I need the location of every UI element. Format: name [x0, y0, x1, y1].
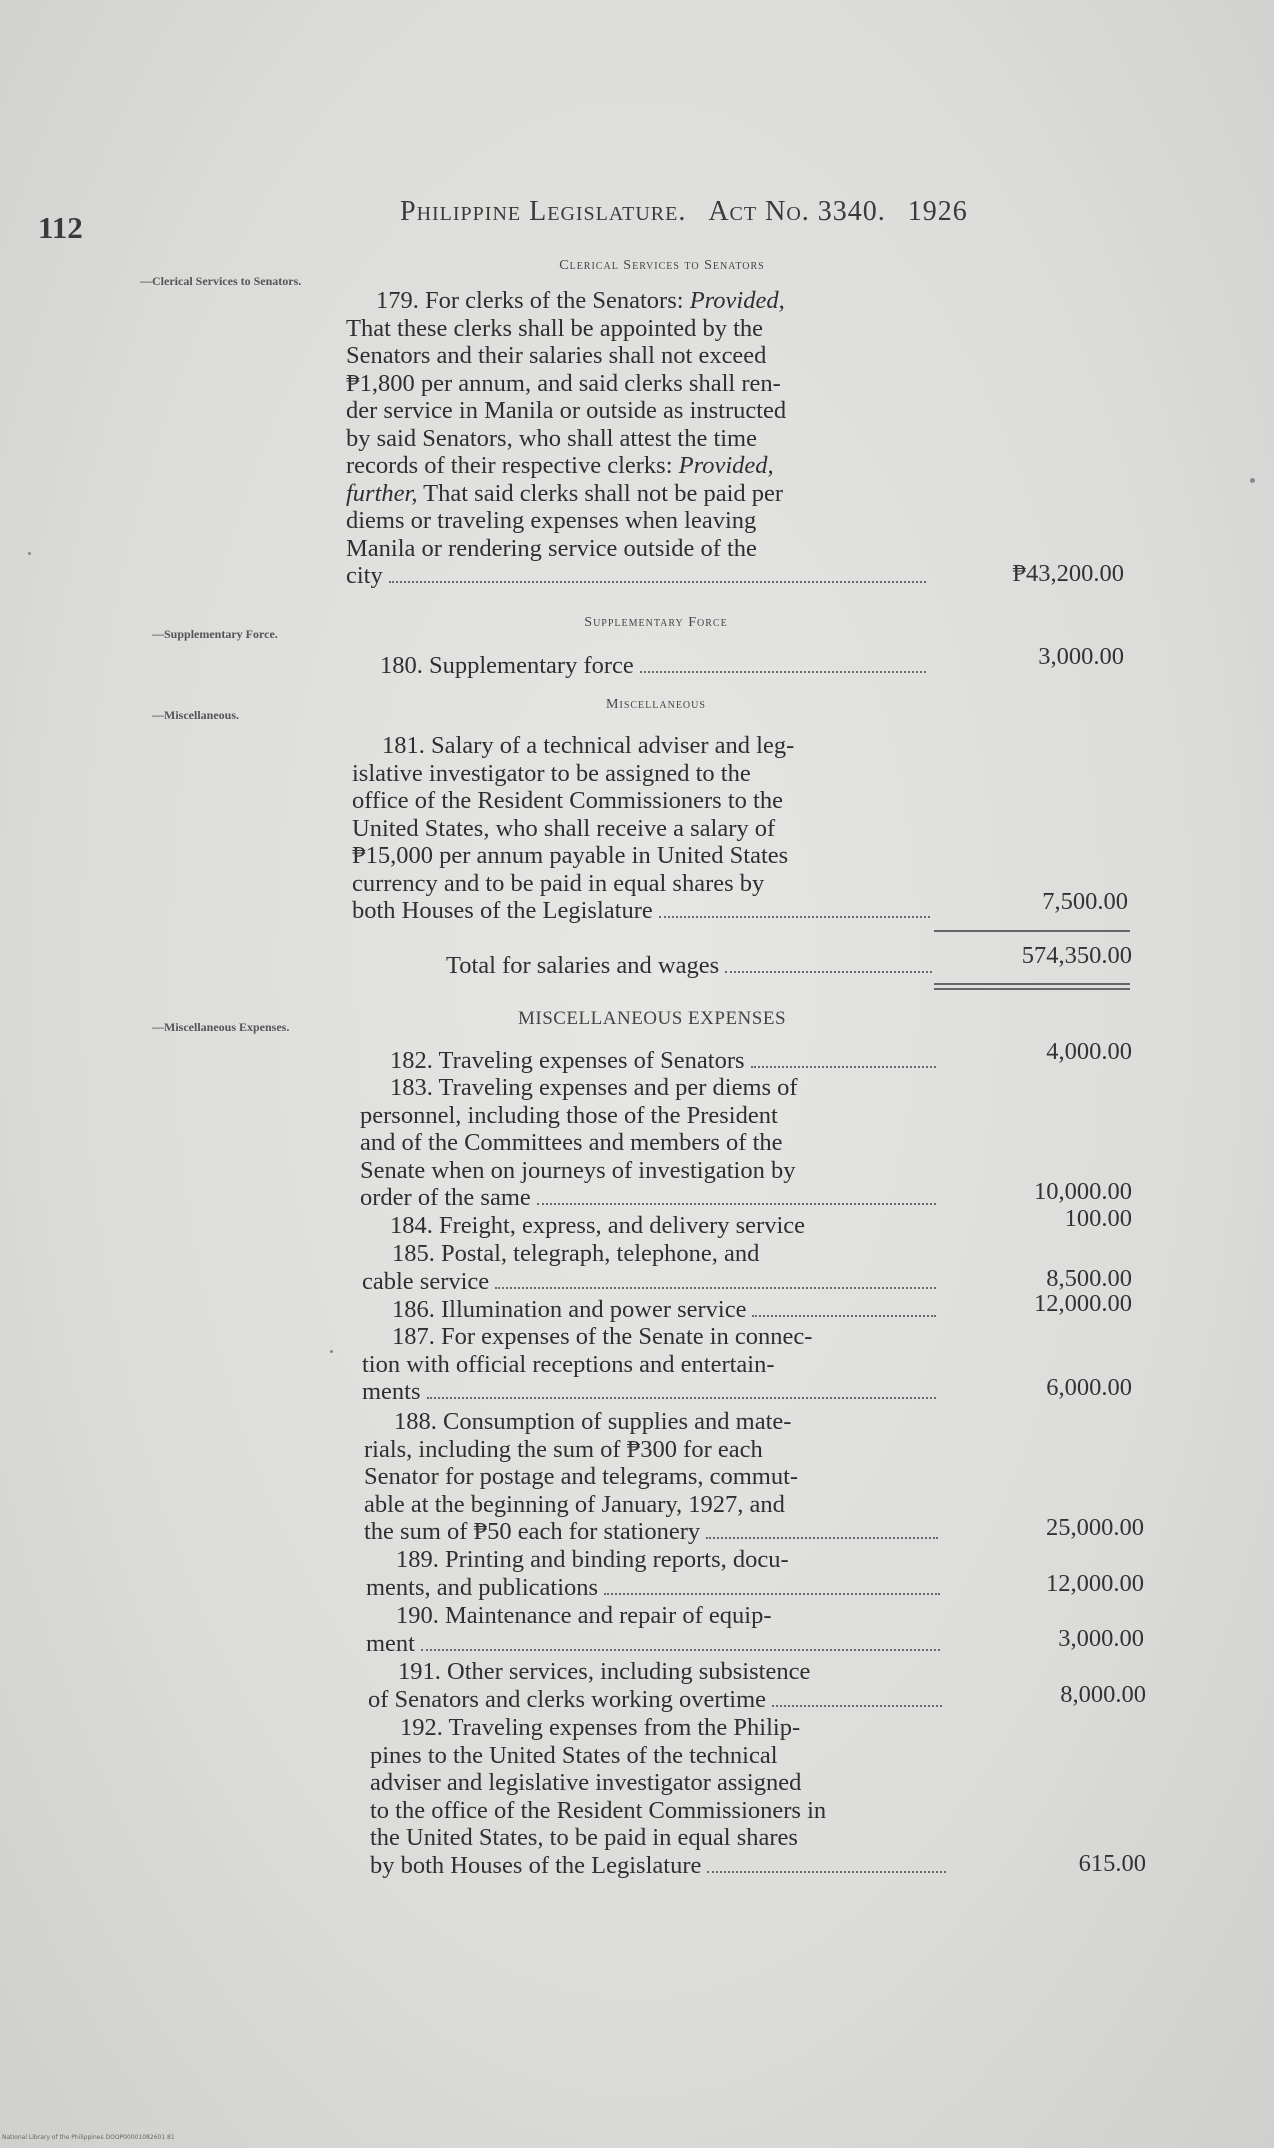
- leader-dots: [725, 971, 932, 973]
- item-184: [360, 1212, 940, 1240]
- scan-speck: [330, 1350, 333, 1353]
- item-187-line: ments: [362, 1378, 421, 1405]
- item-188: [364, 1408, 942, 1546]
- leader-dots: [640, 671, 926, 673]
- item-187-line: tion with official receptions and entertain-: [362, 1350, 775, 1378]
- item-179-line: Manila or rendering service outside of the: [346, 534, 757, 562]
- item-181-line: ₱15,000 per annum payable in United States: [352, 842, 789, 869]
- total-double-rule: [934, 983, 1130, 990]
- amount-179: ₱43,200.00: [1012, 560, 1124, 587]
- leader-dots: [707, 1871, 946, 1873]
- item-179-line: That these clerks shall be appointed by the: [346, 314, 764, 342]
- item-179-line: diems or traveling expenses when leaving: [346, 507, 757, 534]
- amount-180: 3,000.00: [1038, 643, 1124, 670]
- amount-185: 8,500.00: [1046, 1265, 1132, 1292]
- item-180: [380, 652, 930, 680]
- item-192-line: by both Houses of the Legislature: [370, 1851, 702, 1879]
- total-label: Total for salaries and wages: [446, 952, 720, 979]
- amount-192: 615.00: [1078, 1850, 1146, 1877]
- item-183-line: and of the Committees and members of the: [360, 1129, 783, 1156]
- scan-speck: [1250, 478, 1255, 483]
- item-188-line: Senator for postage and telegrams, commut-: [364, 1463, 799, 1490]
- item-192-line: 192. Traveling expenses from the Philip-: [400, 1714, 801, 1741]
- item-179-line: city: [346, 562, 383, 589]
- heading-miscellaneous: Miscellaneous: [606, 697, 706, 712]
- item-183-line: personnel, including those of the President: [360, 1101, 778, 1129]
- scan-footer: National Library of the Philippines DOOP00001082601 81: [2, 2134, 175, 2141]
- leader-dots: [706, 1537, 938, 1539]
- leader-dots: [604, 1593, 940, 1595]
- total-amount: 574,350.00: [1021, 942, 1132, 969]
- heading-clerical: Clerical Services to Senators: [559, 258, 765, 273]
- item-188-line: rials, including the sum of ₱300 for each: [364, 1435, 763, 1463]
- item-181-line: both Houses of the Legislature: [352, 897, 653, 924]
- item-184-line: 184. Freight, express, and delivery service: [390, 1212, 806, 1239]
- item-179-line: 179. For clerks of the Senators:: [376, 287, 684, 314]
- item-180-line: 180. Supplementary force: [380, 652, 634, 679]
- item-190-line: ment: [366, 1629, 415, 1657]
- item-181-line: currency and to be paid in equal shares by: [352, 869, 765, 897]
- leader-dots: [495, 1287, 936, 1289]
- amount-182: 4,000.00: [1046, 1038, 1132, 1065]
- margin-note-misc-expenses: —Miscellaneous Expenses.: [152, 1020, 290, 1034]
- item-187-line: 187. For expenses of the Senate in connec-: [392, 1323, 813, 1350]
- item-190-line: 190. Maintenance and repair of equip-: [396, 1602, 772, 1629]
- item-183-line: 183. Traveling expenses and per diems of: [390, 1074, 798, 1101]
- item-181-line: United States, who shall receive a salary of: [352, 814, 776, 842]
- item-181-line: office of the Resident Commissioners to the: [352, 787, 783, 814]
- item-189-line: ments, and publications: [366, 1573, 599, 1601]
- margin-note-clerical: —Clerical Services to Senators.: [140, 274, 302, 288]
- margin-note-miscellaneous: —Miscellaneous.: [152, 708, 239, 722]
- item-191-line: 191. Other services, including subsistence: [398, 1658, 811, 1685]
- heading-misc-expenses: MISCELLANEOUS EXPENSES: [517, 1008, 787, 1029]
- item-186: [362, 1296, 940, 1324]
- leader-dots: [772, 1705, 942, 1707]
- item-182-line: 182. Traveling expenses of Senators: [390, 1047, 745, 1074]
- item-179-italic: further,: [346, 479, 418, 507]
- item-189-line: 189. Printing and binding reports, docu-: [396, 1546, 789, 1573]
- item-179-line: ₱1,800 per annum, and said clerks shall ren-: [346, 369, 781, 397]
- item-185-line: cable service: [362, 1267, 490, 1295]
- leader-dots: [752, 1315, 936, 1317]
- item-192: [370, 1714, 950, 1879]
- item-192-line: the United States, to be paid in equal shares: [370, 1824, 798, 1851]
- item-183-line: Senate when on journeys of investigation by: [360, 1156, 796, 1184]
- act-number: Act No. 3340.: [708, 196, 886, 227]
- item-192-line: adviser and legislative investigator assigned: [370, 1769, 802, 1796]
- item-191-line: of Senators and clerks working overtime: [368, 1685, 767, 1713]
- item-182: [360, 1047, 940, 1075]
- item-179-line: That said clerks shall not be paid per: [423, 479, 784, 507]
- scan-speck: [28, 552, 31, 555]
- item-179-line: by said Senators, who shall attest the time: [346, 424, 757, 452]
- leader-dots: [427, 1397, 936, 1399]
- item-181: [352, 732, 934, 925]
- total-row: [446, 952, 936, 980]
- item-179-line: Senators and their salaries shall not exceed: [346, 342, 767, 369]
- item-188-line: the sum of ₱50 each for stationery: [364, 1518, 701, 1545]
- amount-183: 10,000.00: [1034, 1178, 1132, 1205]
- heading-supplementary: Supplementary Force: [584, 615, 728, 630]
- item-192-line: to the office of the Resident Commissioners in: [370, 1796, 827, 1824]
- amount-190: 3,000.00: [1058, 1625, 1144, 1652]
- item-188-line: 188. Consumption of supplies and mate-: [394, 1408, 792, 1435]
- year: 1926: [907, 196, 968, 227]
- item-183: [360, 1074, 940, 1212]
- running-title: Philippine Legislature.: [400, 196, 687, 227]
- amount-189: 12,000.00: [1046, 1570, 1144, 1597]
- amount-184: 100.00: [1064, 1205, 1132, 1232]
- leader-dots: [389, 581, 926, 583]
- item-185-line: 185. Postal, telegraph, telephone, and: [392, 1240, 760, 1267]
- item-191: [368, 1658, 946, 1713]
- item-179-italic: Provided,: [689, 287, 785, 314]
- leader-dots: [659, 916, 930, 918]
- item-186-line: 186. Illumination and power service: [392, 1296, 747, 1323]
- leader-dots: [537, 1203, 936, 1205]
- item-179-line: der service in Manila or outside as instructed: [346, 397, 787, 424]
- item-181-line: islative investigator to be assigned to the: [352, 759, 751, 787]
- margin-note-supplementary: —Supplementary Force.: [152, 627, 278, 641]
- item-179-line: records of their respective clerks:: [346, 452, 673, 479]
- item-190: [366, 1602, 944, 1657]
- item-183-line: order of the same: [360, 1184, 531, 1211]
- amount-191: 8,000.00: [1060, 1681, 1146, 1708]
- item-181-line: 181. Salary of a technical adviser and leg-: [382, 732, 795, 759]
- leader-dots: [751, 1066, 936, 1068]
- item-179: [346, 287, 930, 590]
- item-192-line: pines to the United States of the technical: [370, 1741, 778, 1769]
- amount-188: 25,000.00: [1046, 1514, 1144, 1541]
- item-185: [362, 1240, 940, 1295]
- amount-181: 7,500.00: [1042, 888, 1128, 915]
- leader-dots: [421, 1649, 940, 1651]
- page-number: 112: [38, 210, 83, 245]
- item-189: [366, 1546, 944, 1601]
- item-179-italic: Provided,: [678, 452, 774, 479]
- running-head: [400, 196, 990, 228]
- amount-187: 6,000.00: [1046, 1374, 1132, 1401]
- item-188-line: able at the beginning of January, 1927, and: [364, 1490, 785, 1518]
- amount-186: 12,000.00: [1034, 1290, 1132, 1317]
- item-187: [362, 1323, 940, 1406]
- total-rule: [934, 930, 1130, 932]
